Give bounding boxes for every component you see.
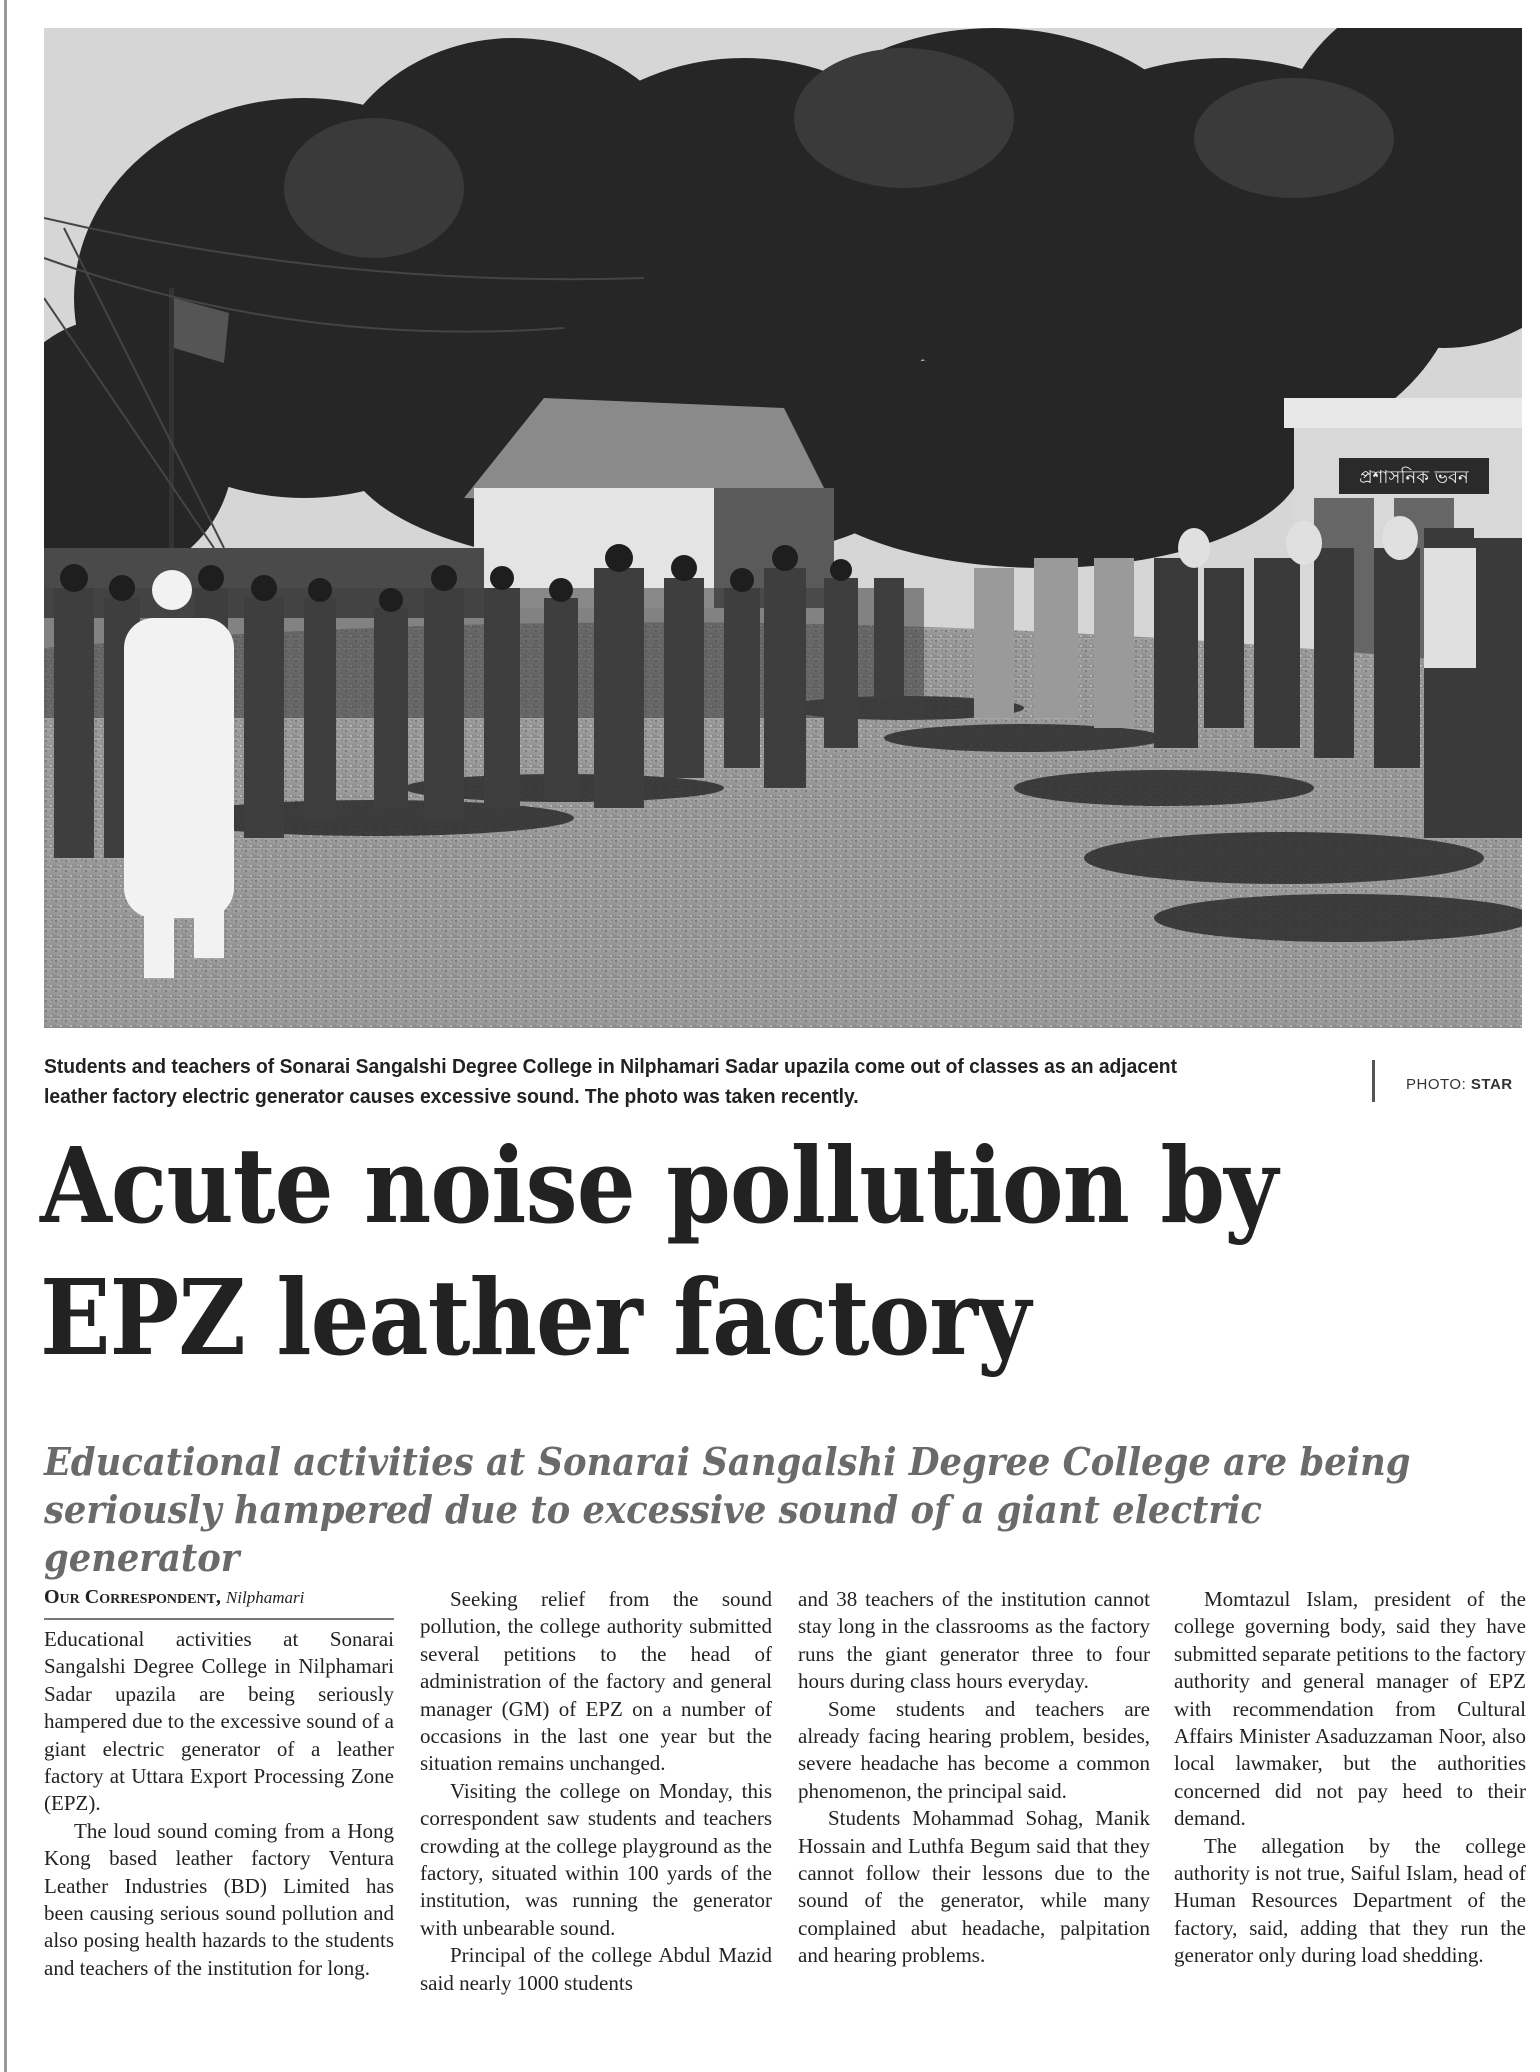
byline-name: Our Correspondent,	[44, 1586, 221, 1608]
article-column-1	[44, 1626, 394, 1982]
article-column-3	[798, 1586, 1150, 1970]
paragraph: The allegation by the college authority is not true, Saiful Islam, head of Human Resources Department of the factory, said, adding that they run the generator only during load shedding.	[1174, 1833, 1526, 1968]
page-margin-rule	[4, 0, 7, 2072]
news-photo	[44, 28, 1522, 1028]
paragraph: and 38 teachers of the institution cannot stay long in the classrooms as the factory runs the giant generator three to four hours during class hours everyday.	[798, 1587, 1150, 1694]
photo-credit-source: STAR	[1470, 1076, 1513, 1093]
photo-credit-label: PHOTO:	[1406, 1076, 1467, 1093]
paragraph: Seeking relief from the sound pollution, the college authority submitted several petitions to the head of administration of the factory and general manager (GM) of EPZ on a number of occasions in the last one year but the situation remains unchanged.	[420, 1587, 772, 1776]
paragraph: Educational activities at Sonarai Sangalshi Degree College in Nilphamari Sadar upazila are being seriously hampered due to the excessive sound of a giant electric generator of a leather factory at Uttara Export Processing Zone (EPZ).	[44, 1627, 394, 1816]
paragraph: The loud sound coming from a Hong Kong based leather factory Ventura Leather Industries (BD) Limited has been causing serious sound pollution and also posing health hazards to the students and teachers of the institution for long.	[44, 1818, 394, 1980]
paragraph: Some students and teachers are already facing hearing problem, besides, severe headache has become a common phenomenon, the principal said.	[798, 1696, 1150, 1803]
paragraph: Momtazul Islam, president of the college governing body, said they have submitted separate petitions to the factory authority and general manager of EPZ with recommendation from Cultural Affairs Minister Asaduzzaman Noor, also local lawmaker, but the authorities concerned did not pay heed to their demand.	[1174, 1587, 1526, 1831]
photo-credit-divider	[1372, 1060, 1375, 1102]
byline	[44, 1586, 304, 1609]
paragraph: Students Mohammad Sohag, Manik Hossain and Luthfa Begum said that they cannot follow their lessons due to the sound of the generator, while many complained abut headache, palpitation and hearing problems.	[798, 1806, 1150, 1968]
article-column-4	[1174, 1586, 1526, 1970]
article-column-2	[420, 1586, 772, 1997]
subheadline: Educational activities at Sonarai Sangalshi Degree College are being seriously hampered due to excessive sound of a giant electric generator	[44, 1439, 1411, 1580]
headline: Acute noise pollution by EPZ leather factory	[40, 1124, 1278, 1379]
paragraph: Principal of the college Abdul Mazid said nearly 1000 students	[420, 1943, 772, 1995]
building-sign-text: প্রশাসনিক ভবন	[1359, 467, 1469, 488]
byline-place: Nilphamari	[225, 1588, 305, 1607]
photo-caption: Students and teachers of Sonarai Sangalshi Degree College in Nilphamari Sadar upazila come out of classes as an adjacent leather factory electric generator causes excessive sound. The photo was taken recently.	[44, 1055, 1178, 1108]
photo-credit	[1406, 1076, 1513, 1093]
byline-rule	[44, 1618, 394, 1620]
paragraph: Visiting the college on Monday, this correspondent saw students and teachers crowding at the college playground as the factory, situated within 100 yards of the institution, was running the generator with unbearable sound.	[420, 1778, 772, 1940]
